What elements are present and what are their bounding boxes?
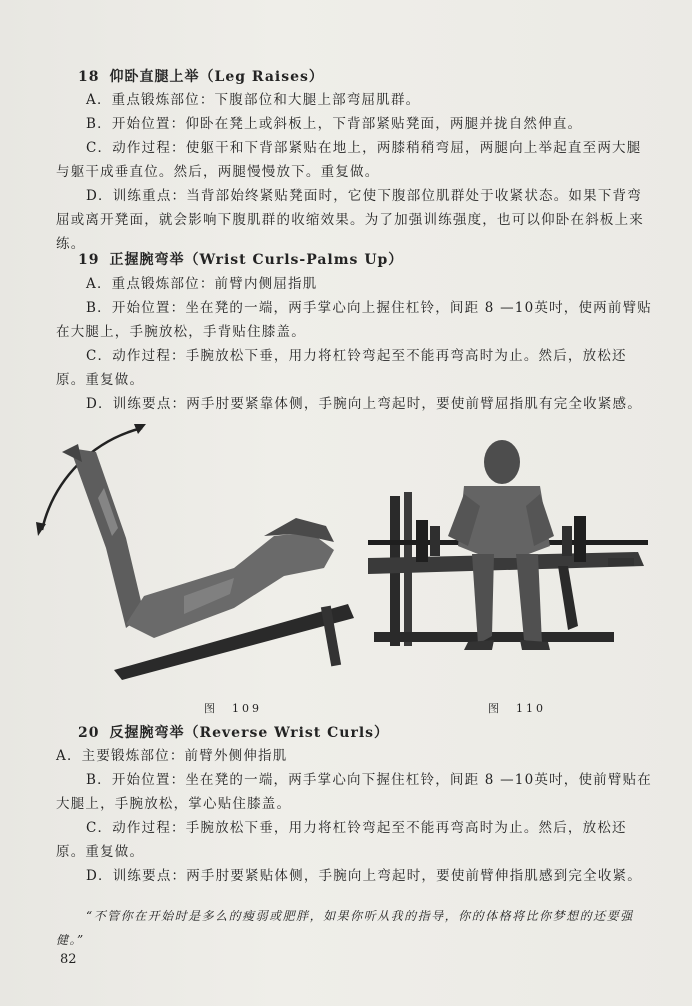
paragraph: C．动作过程：手腕放松下垂，用力将杠铃弯起至不能再弯高时为止。然后，放松还原。重复做。 (56, 820, 627, 860)
figure-caption: 图 109 (204, 702, 262, 715)
paragraph: A．重点锻炼部位：前臂内侧屈指肌 (86, 276, 318, 292)
section-19-heading (78, 249, 403, 269)
paragraph: B．开始位置：坐在凳的一端，两手掌心向上握住杠铃，间距 8 —10英吋，使两前臂贴在大腿上，手腕放松，手背贴住膝盖。 (56, 300, 652, 340)
section-number: 20 (78, 725, 100, 741)
paragraph: B．开始位置：仰卧在凳上或斜板上，下背部紧贴凳面，两腿并拢自然伸直。 (86, 116, 583, 132)
section-20-heading (78, 722, 389, 742)
paragraph: A．主要锻炼部位：前臂外侧伸指肌 (56, 748, 288, 764)
paragraph: C．动作过程：使躯干和下背部紧贴在地上，两膝稍稍弯屈，两腿向上举起直至两大腿与躯干成垂直位。然后，两腿慢慢放下。重复做。 (56, 140, 642, 180)
motivational-quote: “不管你在开始时是多么的瘦弱或肥胖，如果你听从我的指导，你的体格将比你梦想的还要强健。” (56, 909, 634, 947)
section-title: 正握腕弯举（Wrist Curls-Palms Up） (109, 252, 404, 268)
section-18-heading (78, 66, 324, 86)
paragraph: D．训练要点：两手肘要紧靠体侧，手腕向上弯起时，要使前臂屈指肌有完全收紧感。 (86, 396, 642, 412)
wrist-curl-photo (368, 436, 658, 656)
paragraph: C．动作过程：手腕放松下垂，用力将杠铃弯起至不能再弯高时为止。然后，放松还原。重复做。 (56, 348, 627, 388)
figure-caption: 图 110 (488, 702, 546, 715)
paragraph: D．训练重点：当背部始终紧贴凳面时，它使下腹部位肌群处于收紧状态。如果下背弯屈或离开凳面，就会影响下腹肌群的收缩效果。为了加强训练强度，也可以仰卧在斜板上来练。 (56, 188, 644, 252)
page-number: 82 (60, 952, 77, 967)
section-title: 仰卧直腿上举（Leg Raises） (109, 69, 324, 85)
paragraph: A．重点锻炼部位：下腹部位和大腿上部弯屈肌群。 (86, 92, 421, 108)
paragraph: D．训练要点：两手肘要紧贴体侧，手腕向上弯起时，要使前臂伸指肌感到完全收紧。 (86, 868, 642, 884)
section-number: 18 (78, 69, 100, 85)
leg-raise-photo (34, 418, 364, 690)
section-number: 19 (78, 252, 100, 268)
section-title: 反握腕弯举（Reverse Wrist Curls） (109, 725, 390, 741)
paragraph: B．开始位置：坐在凳的一端，两手掌心向下握住杠铃，间距 8 —10英吋，使前臂贴在大腿上，手腕放松，掌心贴住膝盖。 (56, 772, 652, 812)
